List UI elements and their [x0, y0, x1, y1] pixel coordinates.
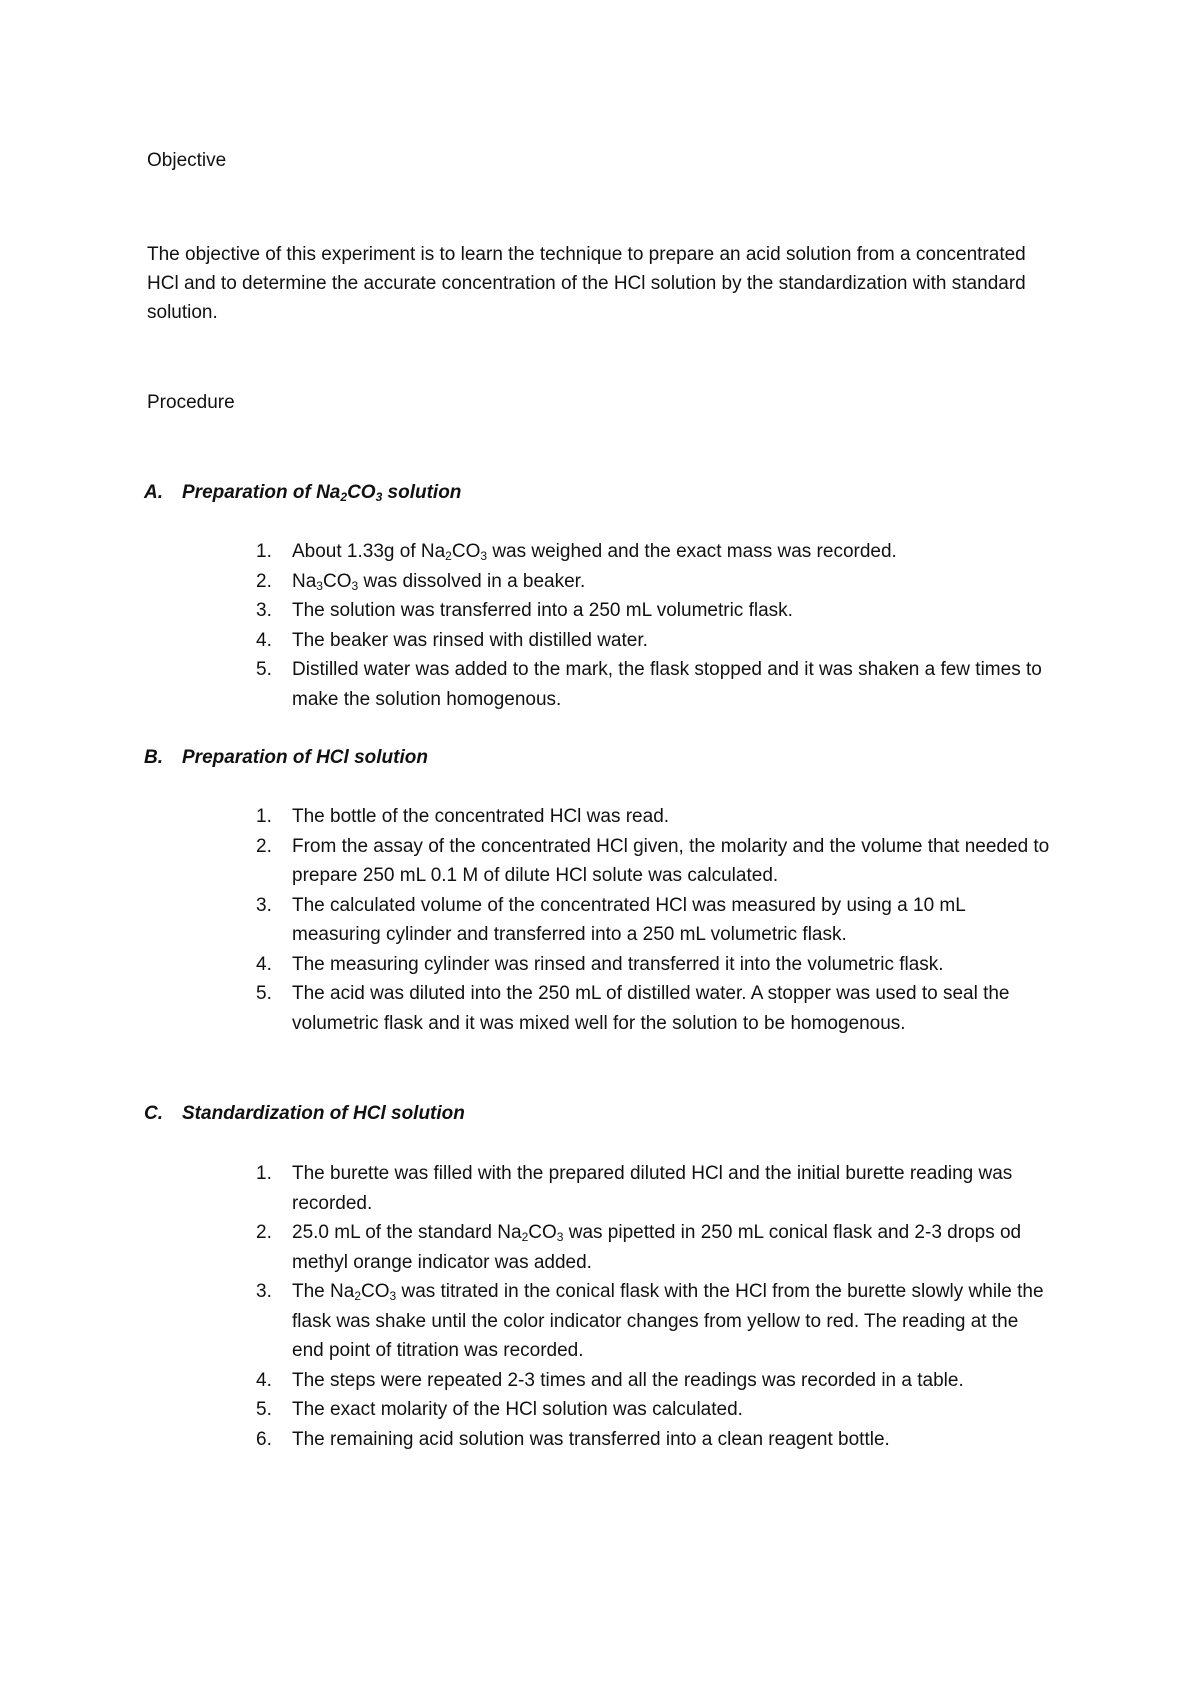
list-item: 5. The acid was diluted into the 250 mL of distilled water. A stopper was used to seal the volumetric flask and it was mixed well for the solution to be homogenous. — [256, 983, 1010, 1034]
list-item: 5. Distilled water was added to the mark, the flask stopped and it was shaken a few times to make the solution homogenous. — [256, 659, 1042, 710]
section-b-steps — [0, 802, 1100, 1038]
procedure-heading: Procedure — [147, 392, 235, 413]
section-c-steps — [0, 1159, 1100, 1454]
list-item: 2. From the assay of the concentrated HCl given, the molarity and the volume that needed to prepare 250 mL 0.1 M of dilute HCl solute was calculated. — [256, 835, 1050, 886]
list-item: 1. The burette was filled with the prepared diluted HCl and the initial burette reading was recorded. — [256, 1163, 1013, 1214]
list-item: 3. The solution was transferred into a 250 mL volumetric flask. — [256, 600, 793, 621]
list-item: 4. The measuring cylinder was rinsed and transferred it into the volumetric flask. — [256, 953, 944, 975]
list-item: 1. The bottle of the concentrated HCl was read. — [256, 806, 670, 827]
list-item: 3. The calculated volume of the concentrated HCl was measured by using a 10 mL measuring cylinder and transferred into a 250 mL volumetric flask. — [256, 894, 966, 945]
list-item: 2. 25.0 mL of the standard $Na_2CO_3$ was pipetted in 250 mL conical flask and 2-3 drops od methyl orange indicator was added. — [256, 1222, 1022, 1273]
objective-text: The objective of this experiment is to learn the technique to prepare an acid solution from a concentrated HCl and to determine the accurate concentration of the HCl solution by the standardization with standard solution. — [147, 244, 1026, 323]
section-a-title: A. Preparation of $Na_2CO_3$ solution — [182, 478, 461, 507]
list-item: 3. The $Na_2CO_3$ was titrated in the conical flask with the HCl from the burette slowly while the flask was shake until the color indicator changes from yellow to red. The reading at the end point of titration was recorded. — [256, 1281, 1044, 1361]
list-item: 5. The exact molarity of the HCl solution was calculated. — [256, 1399, 743, 1420]
list-item: 4. The beaker was rinsed with distilled water. — [256, 629, 648, 651]
section-c-letter: C. — [144, 1103, 163, 1124]
section-b-letter: B. — [144, 747, 163, 768]
section-c-title: C. Standardization of HCl solution — [182, 1099, 465, 1128]
objective-heading: Objective — [147, 150, 227, 171]
list-item: 4. The steps were repeated 2-3 times and all the readings was recorded in a table. — [256, 1369, 964, 1391]
section-a-letter: A. — [144, 482, 163, 503]
list-item: 6. The remaining acid solution was transferred into a clean reagent bottle. — [256, 1428, 890, 1450]
section-a-steps — [0, 537, 1100, 714]
list-item: 1. About 1.33g of $Na_2CO_3$ was weighed and the exact mass was recorded. — [256, 541, 897, 563]
section-b-title: B. Preparation of HCl solution — [182, 743, 428, 772]
list-item: 2. $Na_3CO_3$ was dissolved in a beaker. — [256, 570, 586, 593]
